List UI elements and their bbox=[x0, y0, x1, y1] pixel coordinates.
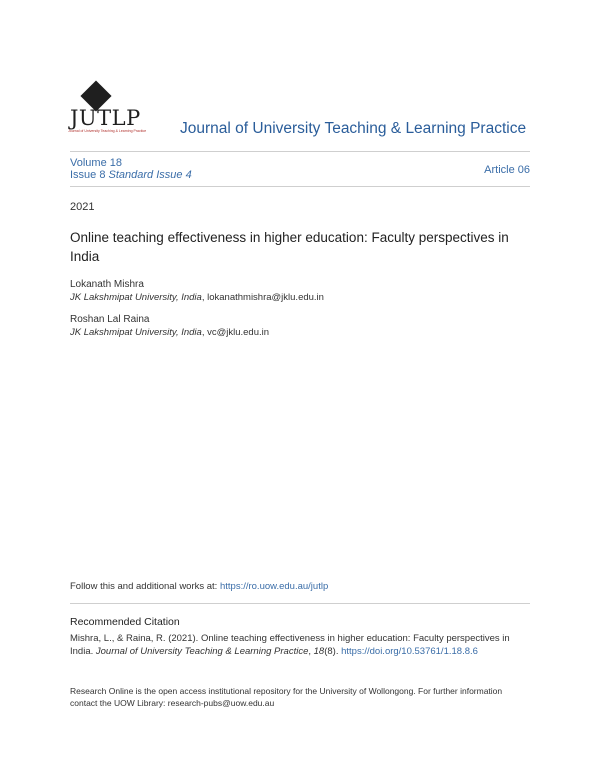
recommended-citation bbox=[70, 632, 530, 658]
author-affiliation bbox=[70, 327, 269, 338]
citation-separator: , bbox=[308, 646, 314, 657]
divider-bottom bbox=[70, 603, 530, 604]
author-institution[interactable]: JK Lakshmipat University, India bbox=[70, 327, 202, 338]
doi-link[interactable]: https://doi.org/10.53761/1.18.8.6 bbox=[341, 646, 478, 657]
logo-tagline: Journal of University Teaching & Learning Practice bbox=[68, 129, 147, 133]
author-name: Roshan Lal Raina bbox=[70, 314, 150, 325]
journal-title[interactable]: Journal of University Teaching & Learning Practice bbox=[180, 120, 527, 137]
issue-type: Standard Issue 4 bbox=[108, 169, 192, 181]
publication-year: 2021 bbox=[70, 201, 95, 213]
issue-number: Issue 8 bbox=[70, 169, 109, 181]
divider-top bbox=[70, 151, 530, 152]
author-institution[interactable]: JK Lakshmipat University, India bbox=[70, 292, 202, 303]
article-title: Online teaching effectiveness in higher education: Faculty perspectives in India bbox=[70, 230, 509, 264]
follow-works bbox=[70, 581, 328, 592]
article-number[interactable]: Article 06 bbox=[484, 164, 530, 176]
citation-journal: Journal of University Teaching & Learning Practice bbox=[95, 646, 309, 657]
citation-issue: (8). bbox=[324, 646, 342, 657]
divider-middle bbox=[70, 186, 530, 187]
citation-volume: 18 bbox=[313, 646, 325, 657]
recommended-citation-heading: Recommended Citation bbox=[70, 616, 180, 628]
follow-link[interactable]: https://ro.uow.edu.au/jutlp bbox=[219, 581, 329, 592]
volume-link[interactable]: Volume 18 bbox=[70, 157, 122, 169]
logo-wordmark: JUTLP bbox=[70, 106, 141, 130]
volume-issue bbox=[70, 157, 192, 181]
author-email: , lokanathmishra@jklu.edu.in bbox=[201, 292, 324, 303]
jutlp-logo bbox=[66, 82, 147, 138]
author-email: , vc@jklu.edu.in bbox=[201, 327, 270, 338]
follow-text: Follow this and additional works at: bbox=[70, 581, 220, 592]
repository-footer: Research Online is the open access institutional repository for the University of Wollongong. For further information contact the UOW Library: research-pubs@uow.edu.au bbox=[70, 686, 503, 708]
citation-text: Mishra, L., & Raina, R. (2021). Online teaching effectiveness in higher education: Faculty perspectives in India. bbox=[70, 633, 510, 657]
issue-link[interactable] bbox=[70, 169, 192, 181]
author-affiliation bbox=[70, 292, 324, 303]
author-name: Lokanath Mishra bbox=[70, 279, 144, 290]
